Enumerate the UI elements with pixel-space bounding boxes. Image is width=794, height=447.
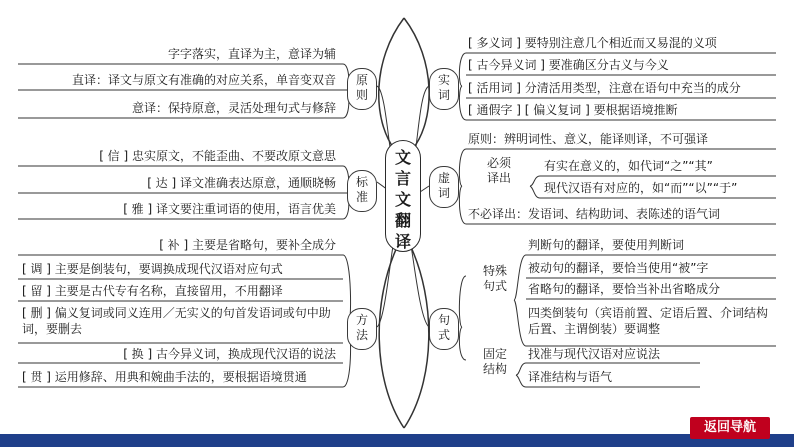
node-xuci — [429, 166, 459, 208]
biaozhun-item: [ 达 ] 译文准确表达原意，通顺晓畅 — [147, 176, 336, 190]
jushi-teshu-item: 省略句的翻译，要恰当补出省略成分 — [528, 282, 721, 296]
node-yuanze-label: 原则 — [355, 73, 368, 102]
fangfa-item: [ 删 ] 偏义复词或同义连用／无实义的句首发语词或句中助词，要删去 — [22, 306, 331, 336]
xuci-bixu-label — [470, 156, 528, 186]
node-shici-label: 实词 — [437, 73, 450, 102]
jushi-guding-text: 固定结构 — [482, 347, 507, 376]
node-fangfa-label: 方法 — [355, 313, 368, 342]
node-xuci-label: 虚词 — [437, 171, 450, 200]
fangfa-item: [ 调 ] 主要是倒装句，要调换成现代汉语对应句式 — [22, 262, 283, 276]
jushi-teshu-item: 判断句的翻译，要使用判断词 — [528, 238, 685, 252]
shici-item: [ 古今异义词 ] 要准确区分古义与今义 — [468, 58, 669, 72]
center-title: 文言文翻译 — [395, 148, 412, 251]
xuci-principle: 原则：辨明词性、意义，能译则译，不可强译 — [468, 132, 709, 146]
node-jushi-label: 句式 — [437, 313, 450, 342]
jushi-teshu-label — [470, 264, 520, 294]
jushi-teshu-item: 被动句的翻译，要恰当使用“被”字 — [528, 261, 709, 275]
biaozhun-item: [ 信 ] 忠实原文，不能歪曲、不要改原文意思 — [99, 149, 336, 163]
node-shici — [429, 68, 459, 110]
xuci-bixu-text: 必须译出 — [486, 156, 511, 185]
node-jushi — [429, 308, 459, 350]
yuanze-item: 字字落实，直译为主，意译为辅 — [167, 47, 336, 61]
xuci-bubi: 不必译出：发语词、结构助词、表陈述的语气词 — [468, 207, 721, 221]
node-yuanze — [347, 68, 377, 110]
jushi-teshu-text: 特殊句式 — [482, 264, 507, 293]
yuanze-item: 直译：译文与原文有准确的对应关系，单音变双音 — [71, 73, 336, 87]
jushi-guding-item: 找准与现代汉语对应说法 — [528, 347, 661, 361]
xuci-bixu-item: 现代汉语有对应的，如“而”“以”“于” — [544, 181, 738, 195]
shici-item: [ 多义词 ] 要特别注意几个相近而又易混的义项 — [468, 36, 717, 50]
jushi-teshu-item: 四类倒装句（宾语前置、定语后置、介词结构后置、主谓倒装）要调整 — [528, 306, 769, 336]
fangfa-item: [ 贯 ] 运用修辞、用典和婉曲手法的，要根据语境贯通 — [22, 370, 307, 384]
bottom-bar — [0, 434, 794, 447]
biaozhun-item: [ 雅 ] 译文要注重词语的使用，语言优美 — [123, 202, 336, 216]
fangfa-item: [ 换 ] 古今异义词，换成现代汉语的说法 — [123, 347, 336, 361]
node-biaozhun — [347, 170, 377, 212]
node-biaozhun-label: 标准 — [355, 175, 368, 204]
return-navigation-button[interactable]: 返回导航 — [690, 417, 770, 439]
jushi-guding-label — [470, 347, 520, 377]
shici-item: [ 活用词 ] 分清活用类型，注意在语句中充当的成分 — [468, 81, 741, 95]
node-fangfa — [347, 308, 377, 350]
jushi-guding-item: 译准结构与语气 — [528, 370, 613, 384]
fangfa-item: [ 补 ] 主要是省略句，要补全成分 — [159, 238, 336, 252]
center-node — [385, 140, 421, 252]
yuanze-item: 意译：保持原意，灵活处理句式与修辞 — [131, 101, 336, 115]
shici-item: [ 通假字 ] [ 偏义复词 ] 要根据语境推断 — [468, 103, 678, 117]
xuci-bixu-item: 有实在意义的，如代词“之”“其” — [544, 159, 713, 173]
fangfa-item: [ 留 ] 主要是古代专有名称，直接留用，不用翻译 — [22, 284, 283, 298]
